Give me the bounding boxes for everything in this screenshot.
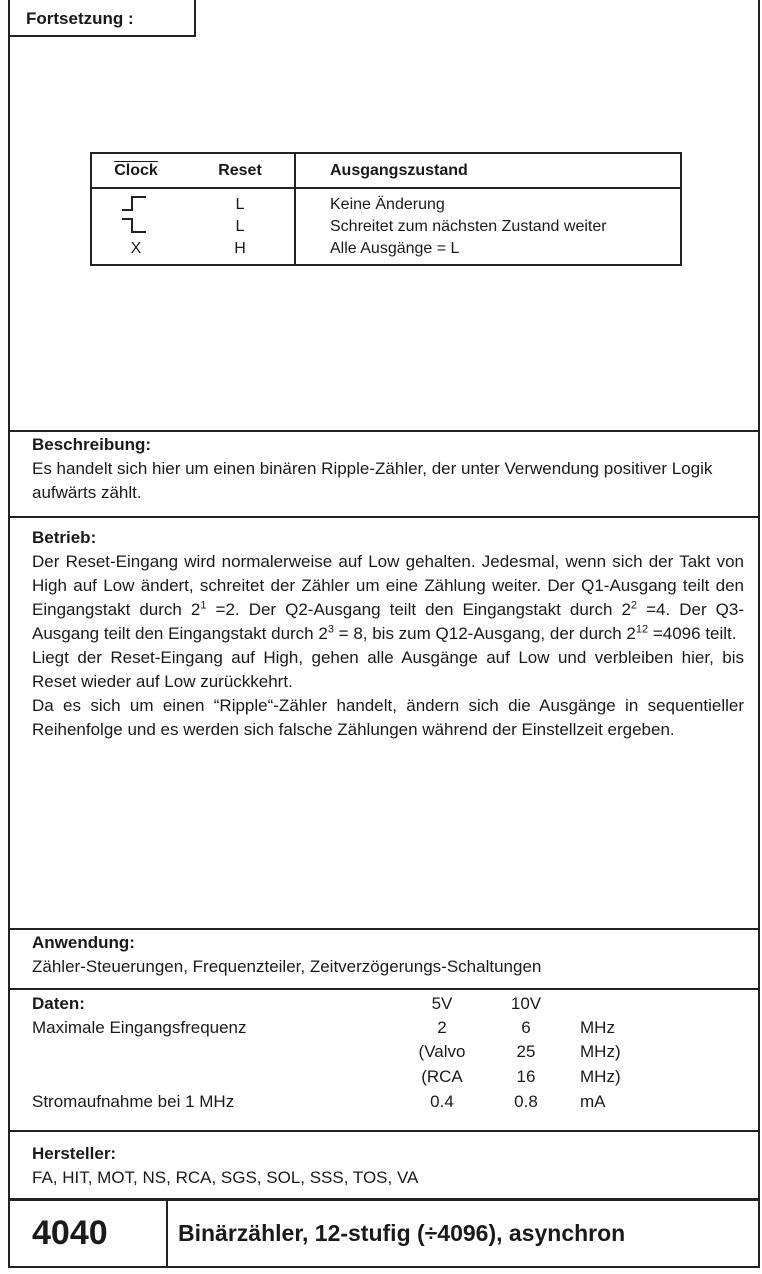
col-reset-header: Reset — [218, 162, 262, 179]
truth-table-header-rule — [92, 187, 680, 189]
divider — [8, 1130, 760, 1132]
daten-header-row — [32, 994, 732, 1018]
daten-row: (Valvo 25 MHz) — [418, 1042, 621, 1061]
divider — [8, 988, 760, 990]
daten-row: Maximale Eingangsfrequenz 2 6 MHz — [32, 1018, 615, 1037]
beschreibung-section — [32, 433, 744, 505]
betrieb-section — [32, 526, 744, 742]
row2-reset: L — [235, 218, 245, 235]
falling-edge-icon — [120, 216, 148, 236]
hersteller-heading: Hersteller: — [32, 1144, 117, 1163]
anwendung-section — [32, 931, 744, 979]
row1-state: Keine Änderung — [330, 196, 445, 213]
truth-table — [90, 152, 682, 266]
part-number-box — [8, 1200, 168, 1268]
daten-row: (RCA 16 MHz) — [421, 1067, 621, 1086]
beschreibung-heading: Beschreibung: — [32, 435, 152, 454]
daten-heading: Daten: — [32, 994, 85, 1013]
daten-row: Stromaufnahme bei 1 MHz 0.4 0.8 mA — [32, 1092, 606, 1111]
betrieb-paragraph-1: Der Reset-Eingang wird normalerweise auf Low gehalten. Jedesmal, wenn sich der Takt von High auf Low ändert, schreitet der Zähler um eine Zählung weiter. Der Q1-Ausgang teilt den Eingangstakt durch $2^1 =2$. Der Q2-Ausgang teilt den Eingangstakt durch $2^2 =4$. Der Q3-Ausgang teilt den Eingangstakt durch $2^3 = 8$, bis zum Q12-Ausgang, der durch $2^{12} =4096$ teilt. — [32, 552, 745, 643]
row1-reset: L — [235, 196, 245, 213]
anwendung-text: Zähler-Steuerungen, Frequenzteiler, Zeitverzögerungs-Schaltungen — [32, 957, 542, 976]
betrieb-heading: Betrieb: — [32, 528, 97, 547]
col-state-header: Ausgangszustand — [330, 162, 468, 179]
continuation-tab — [8, 0, 196, 37]
divider — [8, 928, 760, 930]
row3-clock: X — [130, 240, 142, 257]
truth-table-divider — [294, 154, 296, 264]
divider — [8, 516, 760, 518]
rising-edge-icon — [120, 194, 148, 214]
row2-state: Schreitet zum nächsten Zustand weiter — [330, 218, 607, 235]
continuation-label: Fortsetzung : — [26, 9, 134, 28]
divider — [8, 430, 760, 432]
col-clock-header: Clock — [114, 162, 158, 179]
part-number: 4040 — [32, 1214, 108, 1252]
row3-state: Alle Ausgänge = L — [330, 240, 460, 257]
betrieb-paragraph-3: Da es sich um einen “Ripple“-Zähler handelt, ändern sich die Ausgänge in sequentieller Reihenfolge und es werden sich falsche Zählungen während der Einstellzeit ergeben. — [32, 696, 744, 739]
beschreibung-text: Es handelt sich hier um einen binären Ripple-Zähler, der unter Verwendung positiver Logik aufwärts zählt. — [32, 459, 713, 502]
hersteller-text: FA, HIT, MOT, NS, RCA, SGS, SOL, SSS, TOS, VA — [32, 1168, 419, 1187]
daten-col-10v: 10V — [510, 994, 542, 1013]
hersteller-section — [32, 1142, 744, 1190]
daten-col-5v: 5V — [431, 994, 453, 1013]
part-title: Binärzähler, 12-stufig (÷4096), asynchron — [178, 1220, 626, 1246]
anwendung-heading: Anwendung: — [32, 933, 135, 952]
row3-reset: H — [234, 240, 246, 257]
betrieb-paragraph-2: Liegt der Reset-Eingang auf High, gehen alle Ausgänge auf Low und verbleiben hier, bis Reset wieder auf Low zurückkehrt. — [32, 648, 744, 691]
